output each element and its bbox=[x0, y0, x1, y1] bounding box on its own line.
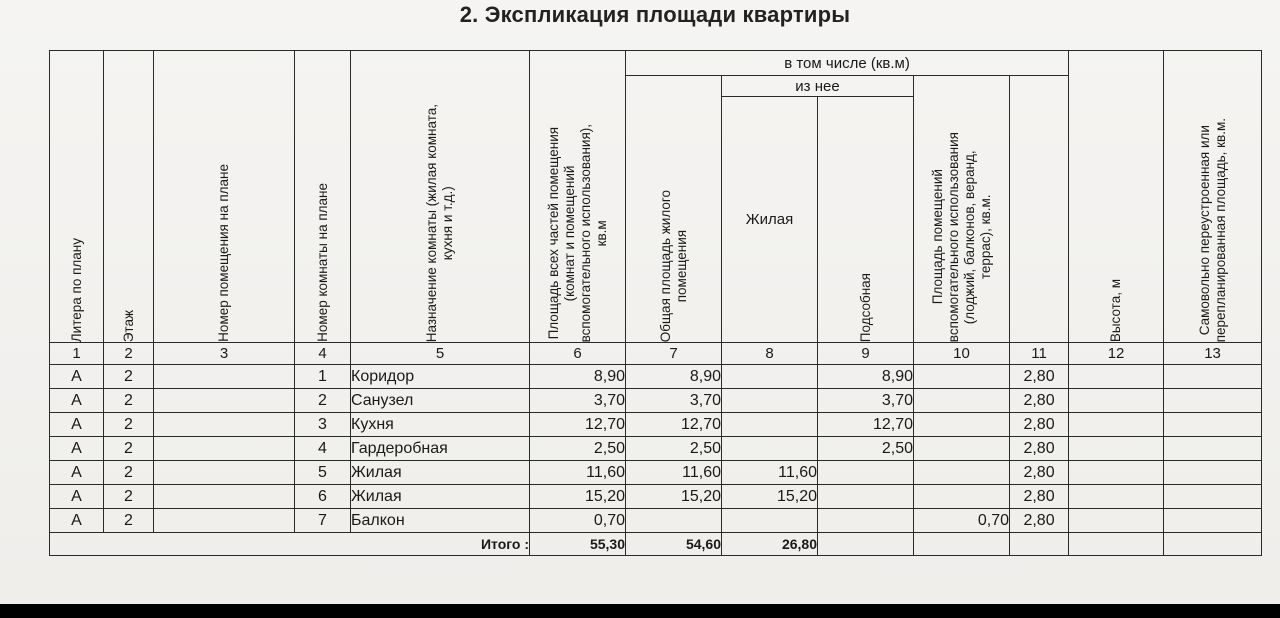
cell-room-name: Жилая bbox=[351, 485, 530, 509]
cell-litera: А bbox=[50, 437, 104, 461]
header-group-in-total: в том числе (кв.м) bbox=[626, 51, 1069, 76]
cell-premise bbox=[154, 365, 295, 389]
cell-area-auxiliary: 12,70 bbox=[818, 413, 914, 437]
cell-area-balcony bbox=[914, 413, 1010, 437]
table-row bbox=[50, 389, 1262, 413]
bottom-black-bar bbox=[0, 604, 1280, 618]
cell-note bbox=[1164, 389, 1262, 413]
cell-unauthorized bbox=[1069, 413, 1164, 437]
header-unauthorized-area: Самовольно переустроенная или перепланированная площадь, кв.м. bbox=[1164, 51, 1262, 343]
cell-area-auxiliary bbox=[818, 509, 914, 533]
cell-note bbox=[1164, 437, 1262, 461]
explication-table bbox=[49, 50, 1262, 556]
cell-area-living-total bbox=[626, 509, 722, 533]
cell-room-name: Санузел bbox=[351, 389, 530, 413]
cell-unauthorized bbox=[1069, 461, 1164, 485]
totals-empty-cell bbox=[914, 533, 1010, 556]
cell-area-all: 3,70 bbox=[530, 389, 626, 413]
cell-room-name: Гардеробная bbox=[351, 437, 530, 461]
cell-room-number: 7 bbox=[295, 509, 351, 533]
header-balcony-area: Площадь помещений вспомогательного использования (лоджий, балконов, веранд, террас), кв.м. bbox=[914, 76, 1010, 343]
cell-height: 2,80 bbox=[1010, 485, 1069, 509]
cell-area-living-total: 8,90 bbox=[626, 365, 722, 389]
header-auxiliary: Подсобная bbox=[818, 97, 914, 343]
cell-area-living-total: 12,70 bbox=[626, 413, 722, 437]
cell-area-living bbox=[722, 509, 818, 533]
cell-litera: А bbox=[50, 365, 104, 389]
cell-area-balcony bbox=[914, 389, 1010, 413]
table-row bbox=[50, 437, 1262, 461]
table-row bbox=[50, 365, 1262, 389]
cell-unauthorized bbox=[1069, 365, 1164, 389]
column-number: 7 bbox=[626, 343, 722, 365]
header-living: Жилая bbox=[722, 97, 818, 343]
column-number: 10 bbox=[914, 343, 1010, 365]
header-group-of-it: из нее bbox=[722, 76, 914, 97]
header-total-living-area: Общая площадь жилого помещения bbox=[626, 76, 722, 343]
cell-area-living-total: 15,20 bbox=[626, 485, 722, 509]
cell-floor: 2 bbox=[104, 509, 154, 533]
cell-floor: 2 bbox=[104, 413, 154, 437]
column-numbers-row bbox=[50, 343, 1262, 365]
cell-floor: 2 bbox=[104, 437, 154, 461]
cell-room-number: 3 bbox=[295, 413, 351, 437]
cell-area-auxiliary: 8,90 bbox=[818, 365, 914, 389]
cell-floor: 2 bbox=[104, 461, 154, 485]
totals-empty-cell bbox=[818, 533, 914, 556]
cell-room-number: 2 bbox=[295, 389, 351, 413]
totals-label: Итого : bbox=[50, 533, 530, 556]
totals-row bbox=[50, 533, 1262, 556]
cell-premise bbox=[154, 509, 295, 533]
cell-litera: А bbox=[50, 509, 104, 533]
cell-premise bbox=[154, 485, 295, 509]
column-number: 6 bbox=[530, 343, 626, 365]
cell-premise bbox=[154, 437, 295, 461]
column-number: 13 bbox=[1164, 343, 1262, 365]
cell-height: 2,80 bbox=[1010, 365, 1069, 389]
cell-height: 2,80 bbox=[1010, 461, 1069, 485]
cell-litera: А bbox=[50, 389, 104, 413]
cell-area-all: 8,90 bbox=[530, 365, 626, 389]
column-number: 5 bbox=[351, 343, 530, 365]
cell-room-number: 1 bbox=[295, 365, 351, 389]
cell-note bbox=[1164, 413, 1262, 437]
cell-area-all: 0,70 bbox=[530, 509, 626, 533]
cell-area-balcony bbox=[914, 485, 1010, 509]
cell-room-name: Коридор bbox=[351, 365, 530, 389]
cell-premise bbox=[154, 389, 295, 413]
cell-note bbox=[1164, 509, 1262, 533]
cell-area-auxiliary: 3,70 bbox=[818, 389, 914, 413]
cell-area-living-total: 2,50 bbox=[626, 437, 722, 461]
cell-area-living-total: 11,60 bbox=[626, 461, 722, 485]
cell-room-number: 6 bbox=[295, 485, 351, 509]
header-room-purpose: Назначение комнаты (жилая комната, кухня и т.д.) bbox=[351, 51, 530, 343]
cell-area-balcony bbox=[914, 461, 1010, 485]
cell-note bbox=[1164, 461, 1262, 485]
totals-area-all: 55,30 bbox=[530, 533, 626, 556]
cell-floor: 2 bbox=[104, 389, 154, 413]
cell-room-name: Жилая bbox=[351, 461, 530, 485]
cell-area-living bbox=[722, 437, 818, 461]
totals-empty-cell bbox=[1010, 533, 1069, 556]
cell-height: 2,80 bbox=[1010, 437, 1069, 461]
cell-unauthorized bbox=[1069, 389, 1164, 413]
header-premise-number: Номер помещения на плане bbox=[154, 51, 295, 343]
header-total-area-all: Площадь всех частей помещения (комнат и помещений вспомогательного использования), кв.м bbox=[530, 51, 626, 343]
cell-area-all: 2,50 bbox=[530, 437, 626, 461]
column-number: 4 bbox=[295, 343, 351, 365]
header-litera: Литера по плану bbox=[50, 51, 104, 343]
cell-premise bbox=[154, 413, 295, 437]
cell-area-living: 11,60 bbox=[722, 461, 818, 485]
column-number: 12 bbox=[1069, 343, 1164, 365]
cell-height: 2,80 bbox=[1010, 389, 1069, 413]
cell-area-living: 15,20 bbox=[722, 485, 818, 509]
cell-area-balcony bbox=[914, 437, 1010, 461]
header-room-number: Номер комнаты на плане bbox=[295, 51, 351, 343]
cell-area-auxiliary: 2,50 bbox=[818, 437, 914, 461]
cell-area-all: 12,70 bbox=[530, 413, 626, 437]
column-number: 8 bbox=[722, 343, 818, 365]
cell-note bbox=[1164, 485, 1262, 509]
totals-empty-cell bbox=[1164, 533, 1262, 556]
document-title: 2. Экспликация площади квартиры bbox=[459, 2, 851, 27]
table-row bbox=[50, 509, 1262, 533]
cell-unauthorized bbox=[1069, 437, 1164, 461]
cell-room-name: Кухня bbox=[351, 413, 530, 437]
cell-area-living bbox=[722, 389, 818, 413]
cell-height: 2,80 bbox=[1010, 509, 1069, 533]
cell-area-auxiliary bbox=[818, 461, 914, 485]
totals-empty-cell bbox=[1069, 533, 1164, 556]
table-row bbox=[50, 461, 1262, 485]
cell-room-name: Балкон bbox=[351, 509, 530, 533]
cell-area-living bbox=[722, 365, 818, 389]
header-floor: Этаж bbox=[104, 51, 154, 343]
cell-premise bbox=[154, 461, 295, 485]
cell-litera: А bbox=[50, 461, 104, 485]
cell-area-balcony bbox=[914, 365, 1010, 389]
header-height: Высота, м bbox=[1069, 51, 1164, 343]
cell-note bbox=[1164, 365, 1262, 389]
totals-living-area: 26,80 bbox=[722, 533, 818, 556]
column-number: 2 bbox=[104, 343, 154, 365]
column-number: 1 bbox=[50, 343, 104, 365]
cell-area-all: 15,20 bbox=[530, 485, 626, 509]
column-number: 11 bbox=[1010, 343, 1069, 365]
cell-litera: А bbox=[50, 413, 104, 437]
cell-room-number: 5 bbox=[295, 461, 351, 485]
cell-height: 2,80 bbox=[1010, 413, 1069, 437]
table-row bbox=[50, 413, 1262, 437]
cell-area-living bbox=[722, 413, 818, 437]
cell-floor: 2 bbox=[104, 485, 154, 509]
cell-area-auxiliary bbox=[818, 485, 914, 509]
cell-area-balcony: 0,70 bbox=[914, 509, 1010, 533]
cell-unauthorized bbox=[1069, 485, 1164, 509]
table-row bbox=[50, 485, 1262, 509]
cell-litera: А bbox=[50, 485, 104, 509]
column-number: 3 bbox=[154, 343, 295, 365]
cell-area-all: 11,60 bbox=[530, 461, 626, 485]
cell-floor: 2 bbox=[104, 365, 154, 389]
cell-area-living-total: 3,70 bbox=[626, 389, 722, 413]
totals-living-area-total: 54,60 bbox=[626, 533, 722, 556]
column-number: 9 bbox=[818, 343, 914, 365]
cell-room-number: 4 bbox=[295, 437, 351, 461]
cell-unauthorized bbox=[1069, 509, 1164, 533]
